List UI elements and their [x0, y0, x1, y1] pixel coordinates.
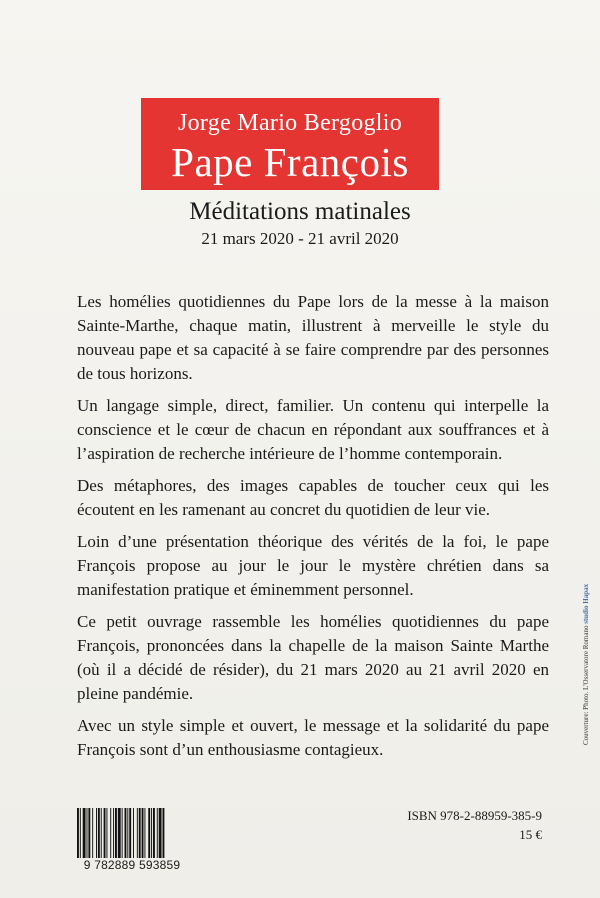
- barcode-bar: [133, 808, 134, 858]
- barcode-bar: [115, 808, 117, 858]
- barcode-bar: [104, 808, 106, 858]
- blurb-paragraph: Les homélies quotidiennes du Pape lors de la messe à la maison Sainte-Marthe, chaque matin, illustrent à merveille le style du nouveau pape et sa capacité à se faire comprendre par des personnes de tous horizons.: [77, 292, 549, 383]
- barcode-bar: [87, 808, 88, 858]
- author-name: Jorge Mario Bergoglio: [177, 110, 403, 136]
- blurb-paragraph: Des métaphores, des images capables de toucher ceux qui les écoutent en les ramenant au concret du quotidien de leur vie.: [77, 476, 549, 519]
- blurb-paragraph: Ce petit ouvrage rassemble les homélies quotidiennes du pape François, prononcées dans la chapelle de la maison Sainte Marthe (où il a décidé de résider), du 21 mars 2020 au 21 avril 2020 en pleine pandémie.: [77, 612, 549, 703]
- barcode-bar: [118, 808, 121, 858]
- barcode-bar: [153, 808, 155, 858]
- barcode-bar: [125, 808, 127, 858]
- blurb-paragraph: Loin d’une présentation théorique des vérités de la foi, le pape François propose au jour le jour le mystère chrétien dans sa manifestation pratique et éminemment personnel.: [77, 532, 549, 599]
- title-banner: [141, 98, 439, 190]
- barcode-bar: [148, 808, 150, 858]
- barcode-bar: [137, 808, 138, 858]
- pope-name: Pape François: [171, 139, 409, 185]
- barcode: [72, 808, 192, 874]
- isbn: ISBN 978-2-88959-385-9: [407, 808, 542, 823]
- barcode-bar: [80, 808, 81, 858]
- blurb: [77, 290, 549, 770]
- barcode-bar: [127, 808, 128, 858]
- barcode-bar: [106, 808, 107, 858]
- date-range: 21 mars 2020 - 21 avril 2020: [201, 229, 399, 248]
- barcode-bar: [88, 808, 90, 858]
- barcode-bar: [142, 808, 144, 858]
- barcode-bars: [77, 808, 187, 858]
- blurb-paragraph: Avec un style simple et ouvert, le message et la solidarité du pape François sont d’un enthousiasme contagieux.: [77, 716, 549, 759]
- barcode-bar: [163, 808, 165, 858]
- barcode-bar: [144, 808, 145, 858]
- barcode-bar: [113, 808, 114, 858]
- barcode-number: 9 782889 593859: [83, 858, 181, 872]
- barcode-bar: [157, 808, 158, 858]
- studio-logo: studio Hapax: [582, 583, 590, 624]
- barcode-bar: [139, 808, 141, 858]
- book-title: Méditations matinales: [189, 198, 411, 225]
- cover-credits: [582, 583, 594, 745]
- price: 15 €: [519, 827, 542, 842]
- barcode-bar: [83, 808, 86, 858]
- barcode-bar: [110, 808, 111, 858]
- barcode-bar: [159, 808, 162, 858]
- barcode-bar: [101, 808, 102, 858]
- barcode-bar: [98, 808, 100, 858]
- blurb-paragraph: Un langage simple, direct, familier. Un contenu qui interpelle la conscience et le cœur de chacun en répondant aux souffrances et à l’aspiration de recherche intérieure de l’homme contemporain.: [77, 396, 549, 463]
- barcode-bar: [92, 808, 93, 858]
- barcode-bar: [122, 808, 123, 858]
- barcode-bar: [151, 808, 152, 858]
- barcode-bar: [129, 808, 131, 858]
- barcode-bar: [96, 808, 97, 858]
- credits-text: Couverture: Photo. L'Osservatore Romano: [582, 625, 590, 745]
- barcode-bar: [77, 808, 79, 858]
